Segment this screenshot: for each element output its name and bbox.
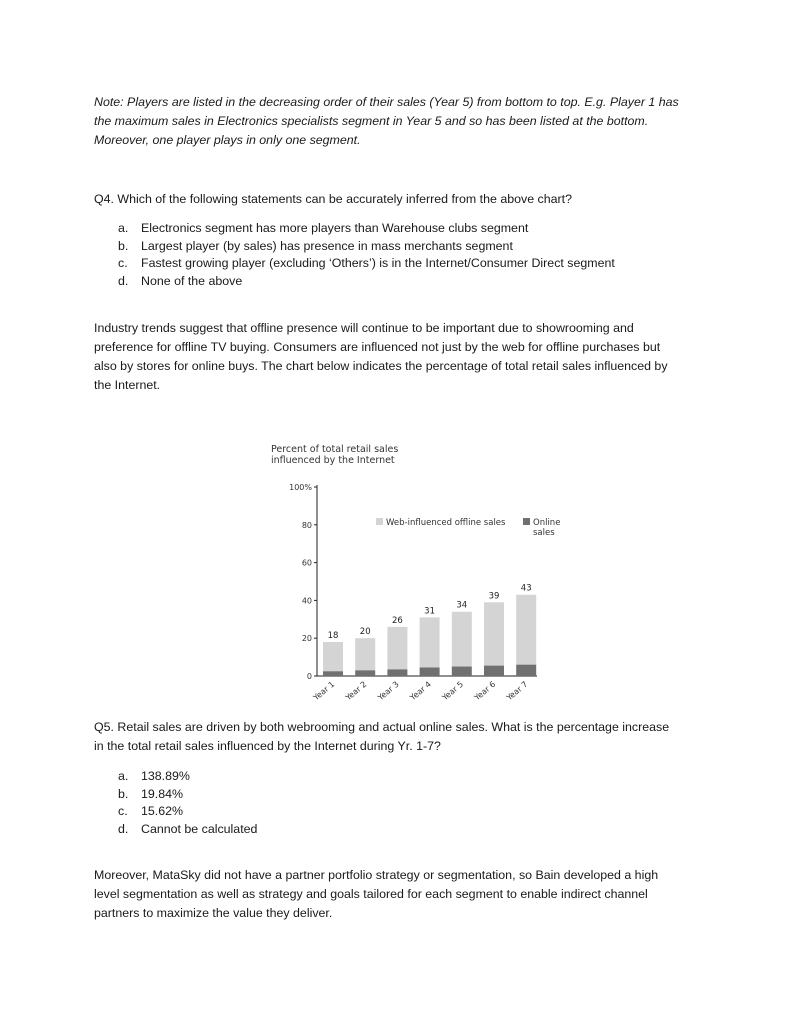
x-tick-label: Year 5 — [440, 679, 466, 703]
q4-option-b — [118, 238, 718, 256]
x-tick-label: Year 4 — [408, 679, 433, 703]
bar-total-label: 20 — [359, 627, 371, 638]
x-tick-label: Year 2 — [343, 679, 369, 703]
paragraph-line: also by stores for online buys. The chart below indicates the percentage of total retail sales influenced by — [94, 359, 668, 373]
bar-online-sales — [484, 666, 504, 676]
bar-web-influenced-offline — [420, 617, 440, 667]
q5-question-line: in the total retail sales influenced by the Internet during Yr. 1-7? — [94, 739, 441, 753]
paragraph-line: Industry trends suggest that offline presence will continue to be important due to showrooming and — [94, 321, 634, 335]
bar-total-label: 39 — [488, 591, 500, 602]
option-letter: a. — [118, 221, 129, 235]
bar-online-sales — [355, 670, 375, 676]
x-tick-label: Year 7 — [504, 679, 530, 703]
option-text: Electronics segment has more players than Warehouse clubs segment — [141, 221, 529, 235]
q5-option-d — [118, 821, 718, 839]
x-tick-label: Year 6 — [472, 679, 498, 703]
note-line: Note: Players are listed in the decreasing order of their sales (Year 5) from bottom to top. E.g. Player 1 has — [94, 95, 679, 109]
retail-sales-chart — [262, 436, 562, 711]
note-paragraph — [94, 93, 706, 150]
chart-title-line-1: Percent of total retail sales — [271, 444, 399, 455]
paragraph-line: Moreover, MataSky did not have a partner portfolio strategy or segmentation, so Bain developed a high — [94, 868, 659, 882]
option-letter: d. — [118, 821, 129, 836]
paragraph-line: the Internet. — [94, 378, 161, 392]
q5-question-line: Q5. Retail sales are driven by both webrooming and actual online sales. What is the percentage increase — [94, 720, 670, 734]
legend-swatch-online — [523, 518, 530, 525]
option-letter: d. — [118, 273, 129, 288]
segmentation-paragraph — [94, 866, 706, 923]
x-tick-label: Year 1 — [311, 679, 337, 703]
y-tick-label: 80 — [301, 520, 312, 530]
y-tick-label: 100% — [289, 483, 312, 492]
option-letter: c. — [118, 804, 128, 818]
option-letter: b. — [118, 238, 129, 253]
q4-option-c — [118, 255, 718, 273]
q5-options-list — [118, 768, 718, 838]
industry-trends-paragraph — [94, 319, 706, 395]
bar-online-sales — [452, 667, 472, 676]
paragraph-line: level segmentation as well as strategy and goals tailored for each segment to enable indirect channel — [94, 887, 648, 901]
bar-web-influenced-offline — [452, 612, 472, 667]
option-letter: c. — [118, 256, 128, 270]
option-letter: a. — [118, 769, 129, 783]
y-tick-label: 60 — [301, 558, 312, 568]
bar-web-influenced-offline — [516, 595, 536, 665]
y-tick-label: 40 — [301, 596, 312, 606]
bar-web-influenced-offline — [484, 602, 504, 665]
bar-online-sales — [516, 665, 536, 676]
bar-online-sales — [387, 669, 407, 676]
legend-label-offline: Web-influenced offline sales — [386, 518, 506, 528]
x-tick-label: Year 3 — [376, 679, 401, 703]
q5-option-c — [118, 803, 718, 821]
option-text: Largest player (by sales) has presence in mass merchants segment — [141, 238, 513, 253]
option-letter: b. — [118, 786, 129, 801]
q4-options-list — [118, 220, 718, 290]
option-text: 138.89% — [141, 769, 190, 783]
note-line: the maximum sales in Electronics specialists segment in Year 5 and so has been listed at the bottom. — [94, 114, 649, 128]
legend-label-online-line-1: Online — [533, 518, 561, 528]
bar-total-label: 26 — [391, 615, 403, 626]
bar-total-label: 43 — [520, 583, 532, 594]
option-text: 15.62% — [141, 804, 184, 818]
y-tick-label: 20 — [301, 634, 312, 644]
bar-web-influenced-offline — [323, 642, 343, 671]
option-text: Cannot be calculated — [141, 821, 258, 836]
option-text: 19.84% — [141, 786, 184, 801]
bar-online-sales — [420, 667, 440, 676]
option-text: Fastest growing player (excluding ‘Others’) is in the Internet/Consumer Direct segment — [141, 256, 615, 270]
y-tick-label: 0 — [306, 672, 312, 681]
legend-label-online-line-2: sales — [533, 528, 555, 538]
bar-web-influenced-offline — [387, 627, 407, 670]
q5-question — [94, 718, 706, 756]
bar-total-label: 31 — [424, 606, 436, 617]
note-line: Moreover, one player plays in only one segment. — [94, 133, 361, 147]
bar-total-label: 18 — [327, 630, 339, 641]
paragraph-line: partners to maximize the value they deliver. — [94, 906, 333, 920]
q4-question: Q4. Which of the following statements can be accurately inferred from the above chart? — [94, 192, 572, 206]
paragraph-line: preference for offline TV buying. Consumers are influenced not just by the web for offline purchases but — [94, 340, 661, 354]
q5-option-b — [118, 786, 718, 804]
bar-online-sales — [323, 671, 343, 676]
q4-option-a — [118, 220, 718, 238]
bar-total-label: 34 — [456, 600, 468, 611]
option-text: None of the above — [141, 273, 243, 288]
q4-option-d — [118, 273, 718, 291]
bar-web-influenced-offline — [355, 638, 375, 670]
legend-swatch-offline — [376, 518, 383, 525]
chart-title-line-2: influenced by the Internet — [271, 455, 395, 466]
q5-option-a — [118, 768, 718, 786]
